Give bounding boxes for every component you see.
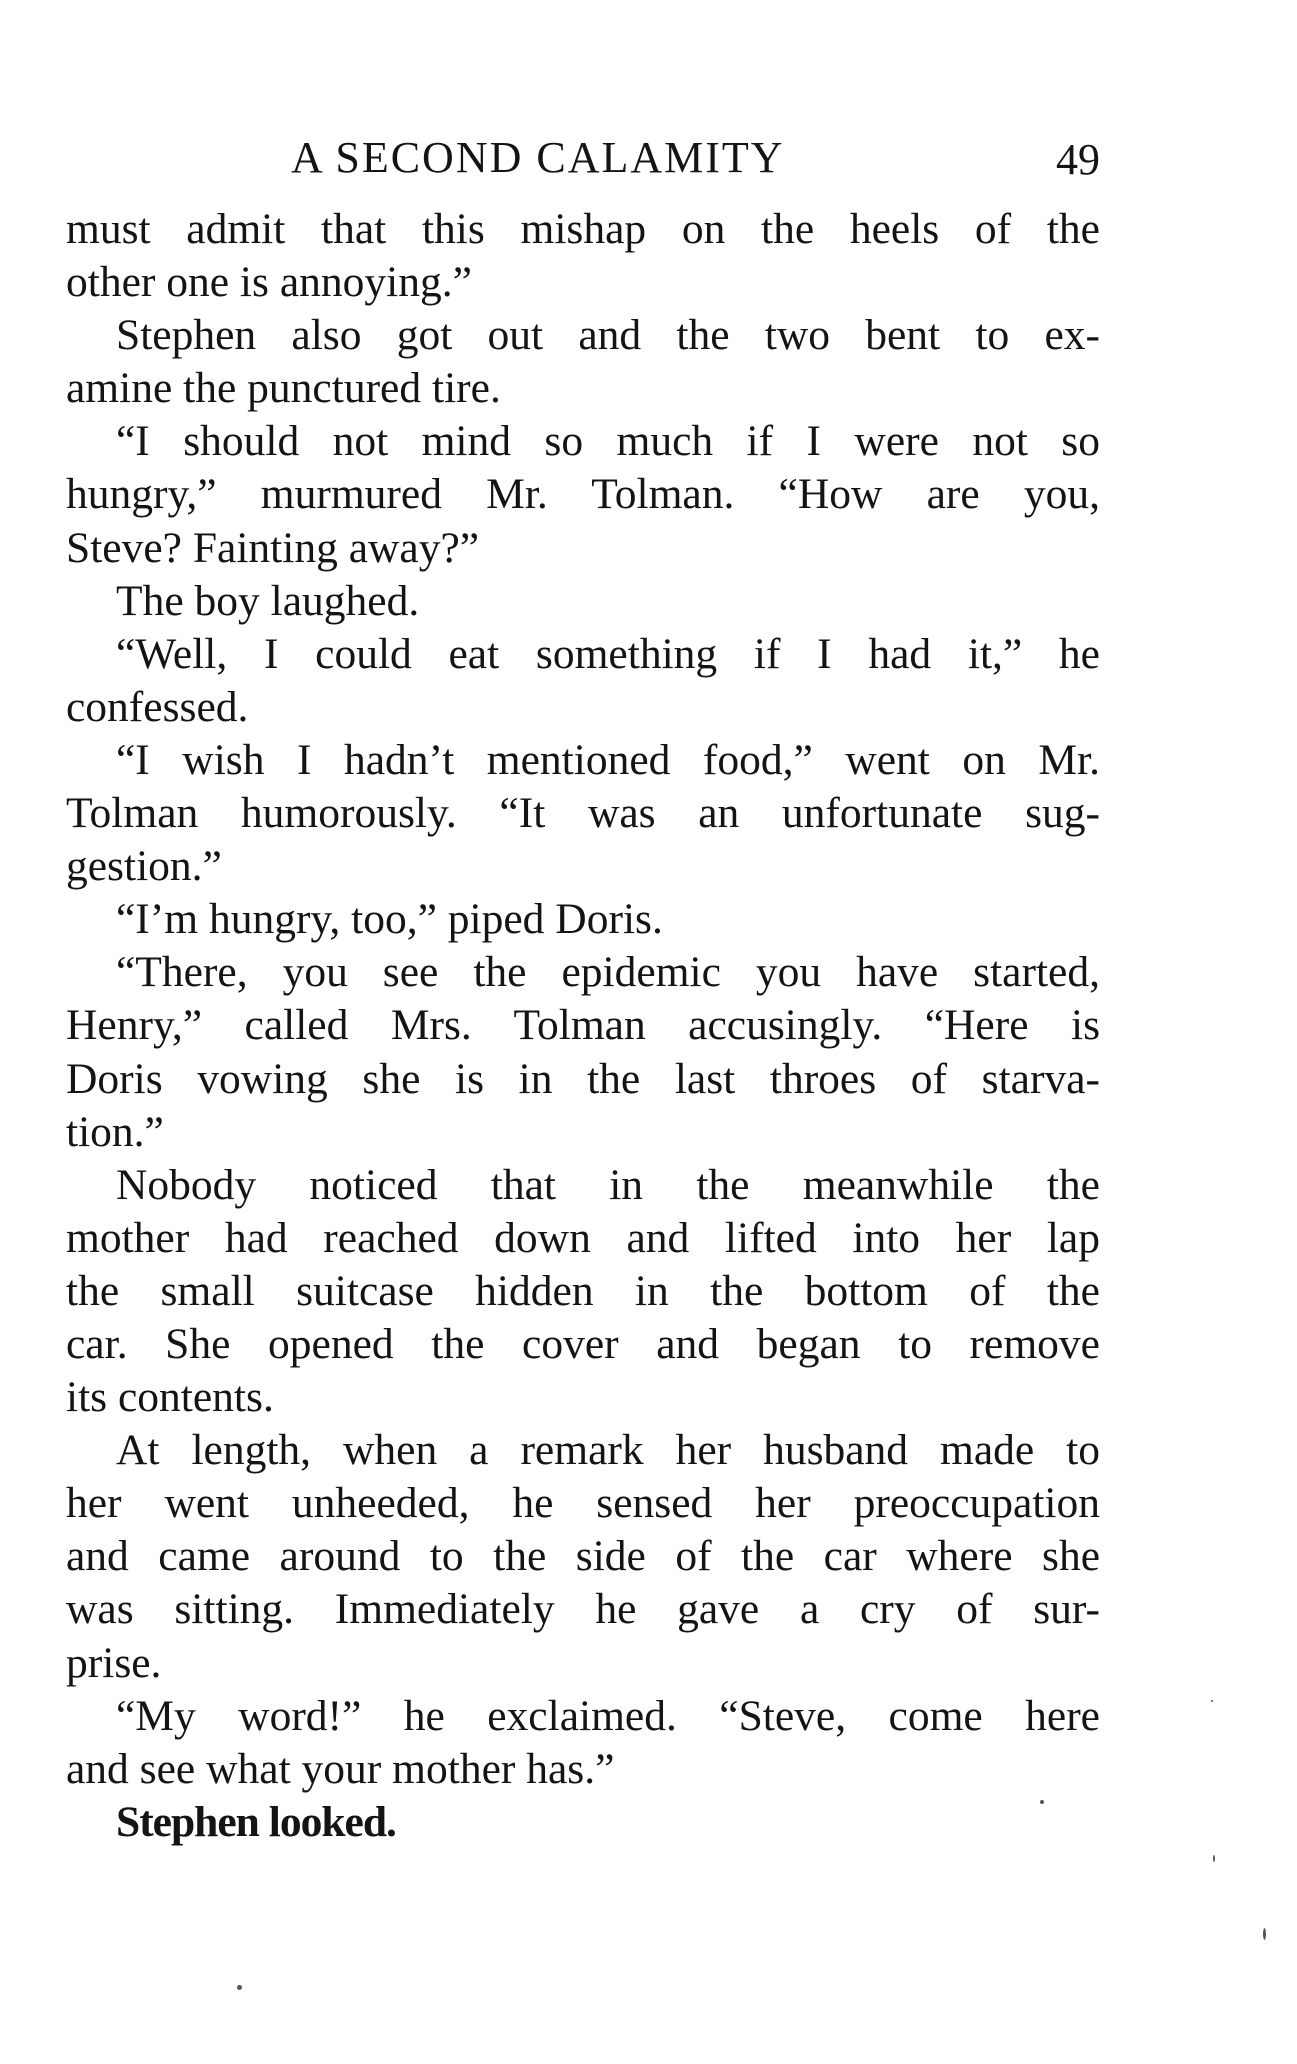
scan-speck — [1211, 1700, 1213, 1702]
text-line: Stephen also got out and the two bent to ex- — [116, 311, 1100, 360]
text-line: the small suitcase hidden in the bottom of the — [66, 1266, 1100, 1315]
text-line: car. She opened the cover and began to remove — [66, 1319, 1100, 1368]
text-line: gestion.” — [66, 842, 222, 891]
page-header — [66, 128, 1100, 188]
text-line: At length, when a remark her husband made to — [116, 1426, 1100, 1475]
text-line: and came around to the side of the car where she — [66, 1532, 1100, 1581]
body-text — [66, 203, 1100, 1849]
text-line: Stephen looked. — [116, 1797, 396, 1846]
text-line: Tolman humorously. “It was an unfortunate sug- — [66, 789, 1100, 838]
text-line: Henry,” called Mrs. Tolman accusingly. “Here is — [66, 1001, 1100, 1050]
text-line: was sitting. Immediately he gave a cry of sur- — [66, 1585, 1100, 1634]
text-line: mother had reached down and lifted into her lap — [66, 1213, 1100, 1262]
text-line: prise. — [66, 1638, 162, 1687]
text-line: its contents. — [66, 1373, 274, 1422]
scan-speck — [237, 1985, 242, 1990]
text-line: “My word!” he exclaimed. “Steve, come here — [116, 1691, 1100, 1740]
text-line: Nobody noticed that in the meanwhile the — [116, 1160, 1100, 1209]
scan-speck — [1213, 1855, 1215, 1862]
text-line: must admit that this mishap on the heels of the — [66, 205, 1100, 253]
running-title: A SECOND CALAMITY — [291, 133, 785, 182]
text-line: “I should not mind so much if I were not so — [116, 417, 1100, 466]
text-line: and see what your mother has.” — [66, 1744, 615, 1793]
text-line: her went unheeded, he sensed her preoccupation — [66, 1479, 1100, 1528]
text-line: confessed. — [66, 682, 249, 731]
text-line: “Well, I could eat something if I had it,” he — [116, 629, 1100, 678]
text-line: The boy laughed. — [116, 576, 420, 625]
text-line: “I’m hungry, too,” piped Doris. — [116, 895, 663, 944]
text-line: Doris vowing she is in the last throes of starva- — [66, 1054, 1100, 1103]
text-line: amine the punctured tire. — [66, 364, 501, 413]
scan-speck — [1040, 1800, 1044, 1804]
text-line: hungry,” murmured Mr. Tolman. “How are you, — [66, 470, 1100, 519]
text-line: other one is annoying.” — [66, 258, 472, 307]
text-line: “I wish I hadn’t mentioned food,” went on Mr. — [116, 735, 1100, 784]
text-line: Steve? Fainting away?” — [66, 523, 480, 572]
text-line: tion.” — [66, 1107, 164, 1156]
page-number: 49 — [1056, 135, 1100, 184]
scan-speck — [1263, 1928, 1266, 1940]
text-line: “There, you see the epidemic you have started, — [116, 948, 1100, 997]
